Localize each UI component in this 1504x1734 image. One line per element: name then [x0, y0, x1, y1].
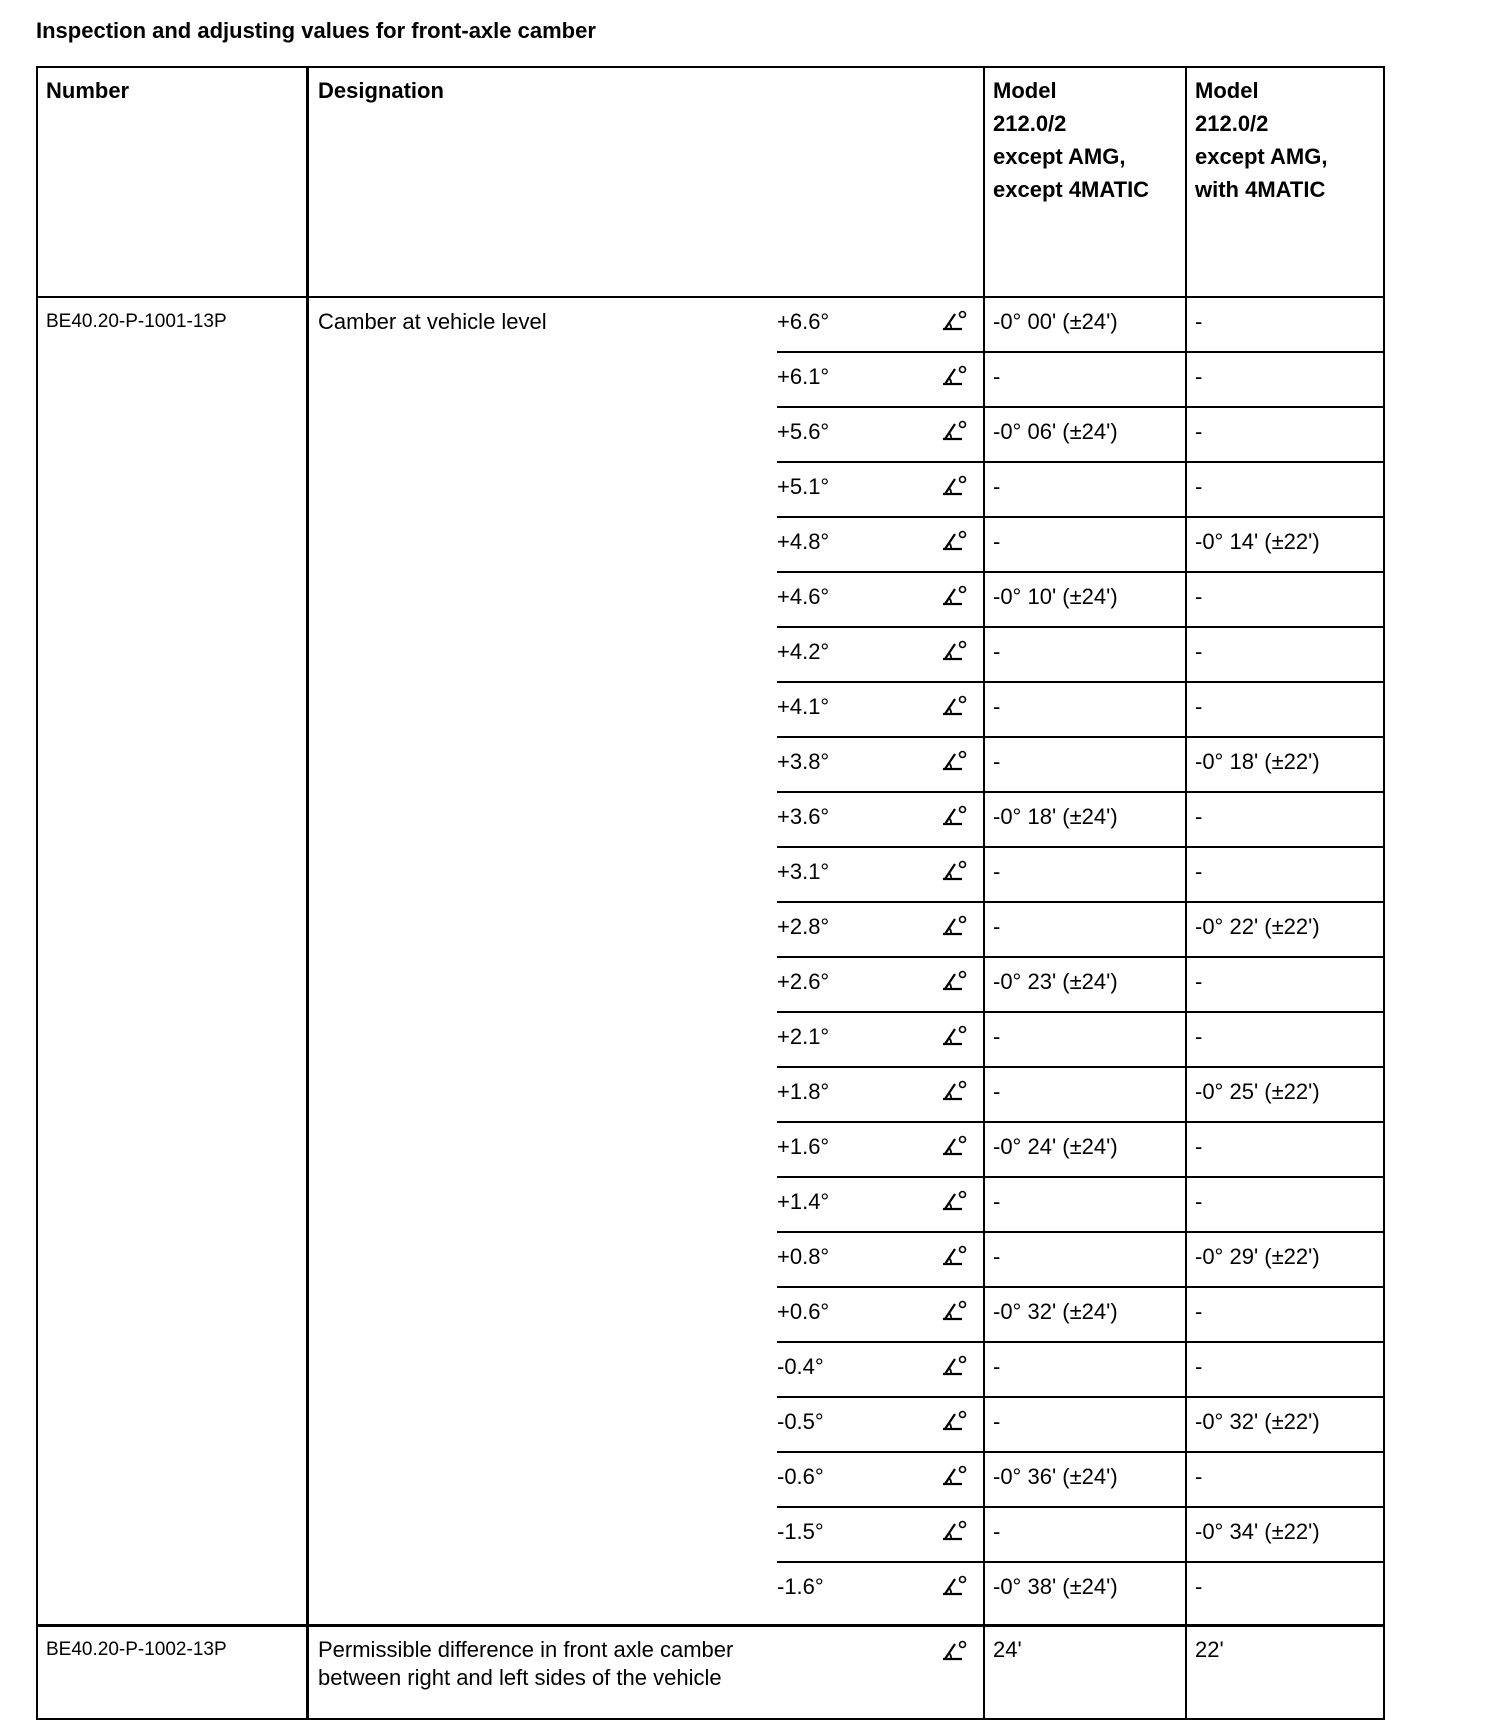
- difference-model-b-value: 22': [1195, 1637, 1224, 1662]
- row-rule: [777, 1231, 1385, 1233]
- table-border-right: [1383, 66, 1385, 1720]
- level-value: +5.1°: [777, 474, 830, 499]
- model-b-value: -: [1195, 1354, 1203, 1379]
- model-a-value: -: [993, 1024, 1001, 1049]
- row-rule: [777, 1341, 1385, 1343]
- difference-number: BE40.20-P-1002-13P: [46, 1639, 227, 1660]
- model-b-value: -: [1195, 639, 1203, 664]
- angle-icon: [940, 473, 968, 499]
- row-rule: [777, 1011, 1385, 1013]
- row-rule: [777, 846, 1385, 848]
- angle-icon: [940, 1463, 968, 1489]
- model-a-value: -: [993, 859, 1001, 884]
- table-border-bottom: [36, 1718, 1385, 1720]
- column-rule-model-a: [983, 66, 985, 1720]
- model-b-value: -: [1195, 1134, 1203, 1159]
- header-rule: [36, 296, 1385, 298]
- level-value: -0.4°: [777, 1354, 824, 1379]
- model-b-value: -: [1195, 1189, 1203, 1214]
- model-b-value: -0° 22' (±22'): [1195, 914, 1320, 939]
- model-a-value: -0° 36' (±24'): [993, 1464, 1118, 1489]
- header-designation: Designation: [318, 78, 444, 103]
- row-rule: [777, 516, 1385, 518]
- level-value: +3.6°: [777, 804, 830, 829]
- row-rule: [777, 626, 1385, 628]
- camber-designation: Camber at vehicle level: [318, 309, 547, 334]
- row-rule: [777, 791, 1385, 793]
- angle-icon: [940, 583, 968, 609]
- section-rule: [36, 1624, 1385, 1627]
- level-value: +1.8°: [777, 1079, 830, 1104]
- header-model-b-line: except AMG,: [1195, 144, 1328, 169]
- row-rule: [777, 1451, 1385, 1453]
- angle-icon: [940, 803, 968, 829]
- header-model-a-line: except AMG,: [993, 144, 1126, 169]
- level-value: +3.1°: [777, 859, 830, 884]
- model-a-value: -: [993, 1519, 1001, 1544]
- model-a-value: -0° 24' (±24'): [993, 1134, 1118, 1159]
- row-rule: [777, 1121, 1385, 1123]
- row-rule: [777, 736, 1385, 738]
- column-rule-designation: [306, 66, 309, 1720]
- row-rule: [777, 1066, 1385, 1068]
- row-rule: [777, 681, 1385, 683]
- model-a-value: -0° 18' (±24'): [993, 804, 1118, 829]
- model-b-value: -: [1195, 1024, 1203, 1049]
- camber-number: BE40.20-P-1001-13P: [46, 311, 227, 332]
- model-b-value: -: [1195, 584, 1203, 609]
- model-b-value: -0° 34' (±22'): [1195, 1519, 1320, 1544]
- row-rule: [777, 351, 1385, 353]
- level-value: -1.6°: [777, 1574, 824, 1599]
- level-value: +4.6°: [777, 584, 830, 609]
- row-rule: [777, 406, 1385, 408]
- header-model-b-line: 212.0/2: [1195, 111, 1269, 136]
- angle-icon: [940, 693, 968, 719]
- angle-icon: [940, 528, 968, 554]
- model-a-value: -: [993, 639, 1001, 664]
- model-b-value: -0° 29' (±22'): [1195, 1244, 1320, 1269]
- level-value: +6.6°: [777, 309, 830, 334]
- model-b-value: -0° 25' (±22'): [1195, 1079, 1320, 1104]
- model-a-value: -0° 38' (±24'): [993, 1574, 1118, 1599]
- row-rule: [777, 1506, 1385, 1508]
- model-a-value: -: [993, 749, 1001, 774]
- level-value: +0.6°: [777, 1299, 830, 1324]
- level-value: +4.1°: [777, 694, 830, 719]
- level-value: +1.4°: [777, 1189, 830, 1214]
- angle-icon: [940, 913, 968, 939]
- model-b-value: -: [1195, 804, 1203, 829]
- level-value: +4.2°: [777, 639, 830, 664]
- model-a-value: -0° 06' (±24'): [993, 419, 1118, 444]
- table-border-top: [36, 66, 1385, 68]
- model-a-value: -0° 10' (±24'): [993, 584, 1118, 609]
- page-title: Inspection and adjusting values for front-axle camber: [36, 18, 596, 43]
- model-b-value: -: [1195, 859, 1203, 884]
- header-model-b-line: Model: [1195, 78, 1259, 103]
- header-model-a-line: except 4MATIC: [993, 177, 1150, 202]
- angle-icon: [940, 1298, 968, 1324]
- column-rule-model-b: [1185, 66, 1187, 1720]
- model-b-value: -: [1195, 1574, 1203, 1599]
- row-rule: [777, 1396, 1385, 1398]
- angle-icon: [940, 748, 968, 774]
- level-value: +0.8°: [777, 1244, 830, 1269]
- level-value: +4.8°: [777, 529, 830, 554]
- model-b-value: -: [1195, 1299, 1203, 1324]
- angle-icon: [940, 1243, 968, 1269]
- angle-icon: [940, 968, 968, 994]
- row-rule: [777, 461, 1385, 463]
- model-a-value: -: [993, 694, 1001, 719]
- difference-model-a-value: 24': [993, 1637, 1022, 1662]
- angle-icon: [940, 638, 968, 664]
- model-b-value: -: [1195, 694, 1203, 719]
- level-value: +5.6°: [777, 419, 830, 444]
- row-rule: [777, 1176, 1385, 1178]
- angle-icon: [940, 1518, 968, 1544]
- level-value: +2.8°: [777, 914, 830, 939]
- row-rule: [777, 1286, 1385, 1288]
- difference-designation: Permissible difference in front axle camber between right and left sides of the vehicle: [318, 1637, 734, 1690]
- angle-icon: [940, 418, 968, 444]
- level-value: -1.5°: [777, 1519, 824, 1544]
- model-a-value: -: [993, 1079, 1001, 1104]
- angle-icon: [940, 1188, 968, 1214]
- header-model-a-line: Model: [993, 78, 1057, 103]
- row-rule: [777, 571, 1385, 573]
- model-a-value: -: [993, 1409, 1001, 1434]
- header-model-a-line: 212.0/2: [993, 111, 1067, 136]
- angle-icon: [940, 1408, 968, 1434]
- model-a-value: -: [993, 914, 1001, 939]
- level-value: +2.1°: [777, 1024, 830, 1049]
- model-a-value: -: [993, 1189, 1001, 1214]
- header-model-b-line: with 4MATIC: [1195, 177, 1326, 202]
- model-a-value: -0° 23' (±24'): [993, 969, 1118, 994]
- model-a-value: -: [993, 364, 1001, 389]
- model-a-value: -: [993, 529, 1001, 554]
- angle-icon: [940, 1638, 968, 1664]
- angle-icon: [940, 1078, 968, 1104]
- model-b-value: -0° 32' (±22'): [1195, 1409, 1320, 1434]
- angle-icon: [940, 1023, 968, 1049]
- angle-icon: [940, 1133, 968, 1159]
- model-b-value: -: [1195, 474, 1203, 499]
- level-value: -0.5°: [777, 1409, 824, 1434]
- model-b-value: -0° 14' (±22'): [1195, 529, 1320, 554]
- model-a-value: -: [993, 1244, 1001, 1269]
- level-value: +2.6°: [777, 969, 830, 994]
- model-a-value: -: [993, 1354, 1001, 1379]
- angle-icon: [940, 308, 968, 334]
- level-value: +3.8°: [777, 749, 830, 774]
- angle-icon: [940, 1573, 968, 1599]
- model-b-value: -: [1195, 419, 1203, 444]
- header-number: Number: [46, 78, 130, 103]
- angle-icon: [940, 1353, 968, 1379]
- model-a-value: -0° 32' (±24'): [993, 1299, 1118, 1324]
- model-b-value: -: [1195, 364, 1203, 389]
- table-border-left: [36, 66, 38, 1720]
- level-value: +6.1°: [777, 364, 830, 389]
- model-b-value: -0° 18' (±22'): [1195, 749, 1320, 774]
- model-b-value: -: [1195, 969, 1203, 994]
- angle-icon: [940, 858, 968, 884]
- model-b-value: -: [1195, 1464, 1203, 1489]
- model-a-value: -: [993, 474, 1001, 499]
- angle-icon: [940, 363, 968, 389]
- row-rule: [777, 901, 1385, 903]
- row-rule: [777, 1561, 1385, 1563]
- row-rule: [777, 956, 1385, 958]
- level-value: -0.6°: [777, 1464, 824, 1489]
- level-value: +1.6°: [777, 1134, 830, 1159]
- model-b-value: -: [1195, 309, 1203, 334]
- model-a-value: -0° 00' (±24'): [993, 309, 1118, 334]
